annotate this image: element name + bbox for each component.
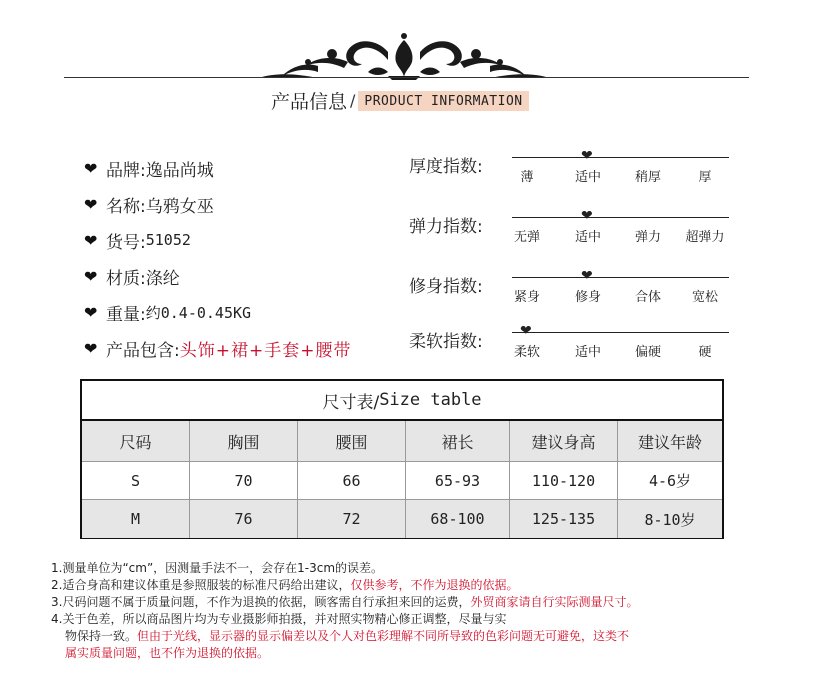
section-title-en: PRODUCT INFORMATION [358, 91, 528, 111]
info-row-name [84, 186, 351, 222]
table-header-cell: 腰围 [298, 421, 406, 462]
elasticity-index [409, 210, 729, 260]
table-header-cell: 尺码 [82, 421, 190, 462]
note-4-cont-2 [51, 645, 791, 662]
size-table-title [82, 381, 722, 421]
info-row-contents [84, 330, 351, 366]
size-table-title-en: Size table [379, 390, 482, 410]
note-text: 4.关于色差，所以商品图片均为专业摄影师拍摄，并对照实物精心修正调整，尽量与实 [51, 612, 507, 626]
size-table-grid [82, 421, 722, 538]
note-warning-text: 但由于光线，显示器的显示偏差以及个人对色彩理解不同所导致的色彩问题无可避免，这类不 [137, 629, 630, 643]
decorative-ornament [248, 32, 560, 82]
table-cell: 70 [190, 462, 298, 500]
heart-icon: ❤ [84, 302, 98, 322]
note-2 [51, 577, 791, 594]
table-cell: M [82, 500, 190, 538]
table-cell: 65-93 [406, 462, 510, 500]
heart-icon: ❤ [84, 266, 98, 286]
heart-marker-icon: ❤ [581, 208, 593, 224]
section-title-separator: / [350, 91, 356, 110]
info-value: 乌鸦女巫 [145, 196, 214, 217]
index-scale-line [512, 332, 729, 333]
size-table [80, 379, 724, 539]
table-header-cell: 裙长 [406, 421, 510, 462]
note-text: 1.测量单位为“cm”，因测量手法不一，会存在1-3cm的误差。 [51, 561, 384, 575]
index-title: 修身指数: [409, 277, 483, 297]
heart-marker-icon: ❤ [520, 323, 532, 339]
info-label: 品牌: [106, 160, 146, 181]
note-warning-text: 仅供参考，不作为退换的依据。 [350, 578, 519, 592]
index-option: 合体 [634, 290, 661, 305]
info-row-weight [84, 294, 351, 330]
index-option: 适中 [574, 345, 601, 360]
table-cell: 66 [298, 462, 406, 500]
index-option: 适中 [574, 230, 601, 245]
note-4 [51, 611, 791, 628]
note-4-cont [51, 628, 791, 645]
table-header-cell: 建议年龄 [618, 421, 722, 462]
index-option: 适中 [574, 170, 601, 185]
info-value: 涤纶 [145, 268, 180, 289]
table-cell: 110-120 [510, 462, 618, 500]
index-scale-line [512, 157, 729, 158]
index-option: 柔软 [513, 345, 540, 360]
table-cell: 72 [298, 500, 406, 538]
info-label: 材质: [106, 268, 146, 289]
info-value: 51052 [145, 231, 191, 249]
info-row-sku [84, 222, 351, 258]
index-title: 厚度指数: [409, 157, 483, 177]
info-value: 逸品尚城 [145, 160, 214, 181]
header-divider [64, 77, 749, 78]
product-info-list [84, 150, 351, 366]
notes [51, 560, 791, 662]
info-label: 重量: [106, 304, 146, 325]
note-3 [51, 594, 791, 611]
info-label: 货号: [106, 232, 146, 253]
softness-index [409, 325, 729, 375]
index-option: 修身 [574, 290, 601, 305]
index-option: 弹力 [634, 230, 661, 245]
index-option: 无弹 [513, 230, 540, 245]
table-cell: 68-100 [406, 500, 510, 538]
heart-icon: ❤ [84, 338, 98, 358]
table-cell: 76 [190, 500, 298, 538]
note-1 [51, 560, 791, 577]
table-cell: 4-6岁 [618, 462, 722, 500]
info-row-material [84, 258, 351, 294]
index-option: 硬 [698, 345, 712, 360]
info-label: 名称: [106, 196, 146, 217]
index-title: 弹力指数: [409, 217, 483, 237]
size-table-title-zh: 尺寸表/ [322, 392, 380, 413]
index-option: 超弹力 [685, 230, 725, 245]
index-option: 紧身 [513, 290, 540, 305]
index-option: 宽松 [691, 290, 718, 305]
heart-marker-icon: ❤ [581, 268, 593, 284]
note-text: 2.适合身高和建议体重是参照服装的标准尺码给出建议， [51, 578, 351, 592]
index-scale-line [512, 217, 729, 218]
table-cell: 8-10岁 [618, 500, 722, 538]
heart-icon: ❤ [84, 230, 98, 250]
heart-icon: ❤ [84, 194, 98, 214]
index-option: 薄 [520, 170, 534, 185]
table-header-cell: 胸围 [190, 421, 298, 462]
note-warning-text: 属实质量问题，也不作为退换的依据。 [65, 646, 270, 660]
note-warning-text: 外贸商家请自行实际测量尺寸。 [470, 595, 639, 609]
index-scale-line [512, 277, 729, 278]
index-option: 厚 [698, 170, 712, 185]
table-cell: S [82, 462, 190, 500]
table-header-cell: 建议身高 [510, 421, 618, 462]
section-title [271, 87, 529, 114]
heart-icon: ❤ [84, 158, 98, 178]
index-option: 偏硬 [634, 345, 661, 360]
section-title-zh: 产品信息 [271, 91, 348, 113]
info-row-brand [84, 150, 351, 186]
info-value-contents: 头饰+裙+手套+腰带 [179, 340, 352, 361]
note-text: 物保持一致。 [65, 629, 138, 643]
note-text: 3.尺码问题不属于质量问题，不作为退换的依据，顾客需自行承担来回的运费， [51, 595, 471, 609]
heart-marker-icon: ❤ [581, 148, 593, 164]
table-cell: 125-135 [510, 500, 618, 538]
info-value: 约0.4-0.45KG [145, 303, 252, 322]
index-title: 柔软指数: [409, 332, 483, 352]
index-option: 稍厚 [634, 170, 661, 185]
fit-index [409, 270, 729, 320]
info-label: 产品包含: [106, 340, 180, 361]
thickness-index [409, 150, 729, 200]
